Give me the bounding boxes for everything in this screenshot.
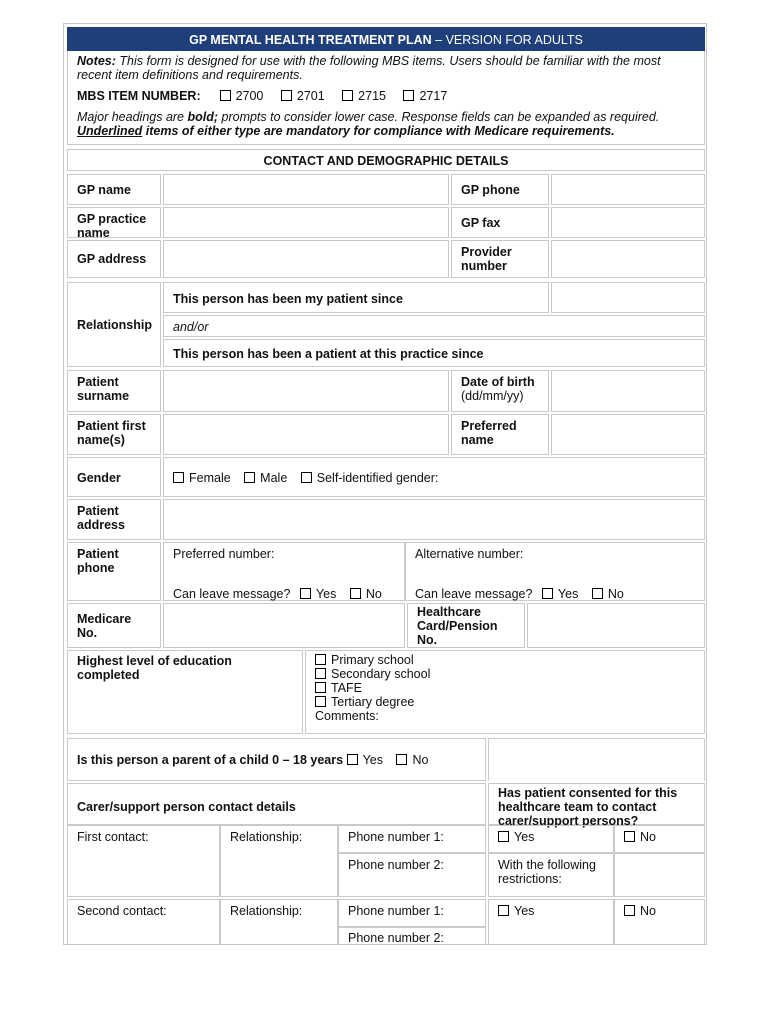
gp-name-label: GP name [67,174,161,205]
notes-text: This form is designed for use with the following MBS items. Users should be familiar with the most [115,54,661,68]
preferred-message-yes[interactable]: Yes [300,587,336,601]
notes-line-1 [77,54,661,68]
parent-question [67,738,486,781]
checkbox-icon[interactable] [315,654,326,665]
gp-phone-label: GP phone [451,174,549,205]
second-contact-cell[interactable] [67,899,220,944]
education-comments-label: Comments: [315,709,379,723]
first-contact-cell[interactable] [67,825,220,897]
checkbox-icon[interactable] [624,831,635,842]
preferred-number-label: Preferred number: [173,547,275,561]
practice-since-label: This person has been a patient at this practice since [163,339,705,367]
checkbox-icon[interactable] [315,668,326,679]
patient-first-name-field[interactable] [163,414,449,455]
education-option-tafe[interactable]: TAFE [315,681,695,695]
notes-line-2: recent item definitions and requirements. [77,68,303,82]
dob-field[interactable] [551,370,705,412]
gp-address-field[interactable] [163,240,449,278]
mbs-option-2701[interactable]: 2701 [281,89,325,103]
form-subtitle: – VERSION FOR ADULTS [431,33,583,47]
education-label: Highest level of education completed [67,650,303,734]
checkbox-icon[interactable] [315,696,326,707]
second-contact-label: Second contact: [77,904,167,918]
preferred-name-label: Preferred name [451,414,549,455]
alternative-leave-message: Can leave message? Yes No [415,587,624,601]
education-option-primary[interactable]: Primary school [315,653,695,667]
healthcare-card-label: Healthcare Card/Pension No. [407,603,525,648]
checkbox-icon[interactable] [542,588,553,599]
education-option-tertiary[interactable]: Tertiary degree [315,695,695,709]
form-title: GP MENTAL HEALTH TREATMENT PLAN [189,33,432,47]
education-option-secondary[interactable]: Secondary school [315,667,695,681]
gp-practice-label: GP practice name [67,207,161,238]
preferred-message-no[interactable]: No [350,587,382,601]
first-phone1-cell[interactable] [338,825,486,853]
checkbox-icon[interactable] [498,831,509,842]
checkbox-icon[interactable] [624,905,635,916]
checkbox-icon[interactable] [220,90,231,101]
checkbox-icon[interactable] [396,754,407,765]
patient-since-label: This person has been my patient since [163,282,549,313]
gender-label: Gender [67,457,161,497]
mbs-option-2717[interactable]: 2717 [403,89,447,103]
mbs-item-row [77,89,457,103]
form-title-bar [67,27,705,51]
first-phone1-label: Phone number 1: [348,830,444,844]
consent-question: Has patient consented for this healthcare team to contact carer/support persons? [488,783,705,825]
checkbox-icon[interactable] [347,754,358,765]
medicare-label: Medicare No. [67,603,161,648]
first-restrictions-field[interactable] [614,853,705,897]
parent-question-spacer [488,738,705,781]
checkbox-icon[interactable] [173,472,184,483]
healthcare-card-field[interactable] [527,603,705,648]
carer-details-label: Carer/support person contact details [67,783,486,825]
parent-question-text: Is this person a parent of a child 0 – 18 years [77,753,344,767]
provider-number-label: Provider number [451,240,549,278]
first-phone2-cell[interactable] [338,853,486,897]
notes-label: Notes: [77,54,116,68]
patient-address-field[interactable] [163,499,705,540]
preferred-name-field[interactable] [551,414,705,455]
provider-number-field[interactable] [551,240,705,278]
patient-surname-field[interactable] [163,370,449,412]
first-relationship-cell[interactable] [220,825,338,897]
gp-name-field[interactable] [163,174,449,205]
section-title: CONTACT AND DEMOGRAPHIC DETAILS [67,149,705,171]
notes-block [67,51,705,145]
checkbox-icon[interactable] [315,682,326,693]
first-relationship-label: Relationship: [230,830,303,844]
alternative-message-no[interactable]: No [592,587,624,601]
mbs-option-2700[interactable]: 2700 [220,89,264,103]
alternative-number-cell[interactable] [405,542,705,601]
parent-yes[interactable]: Yes [347,753,383,767]
patient-address-label: Patient address [67,499,161,540]
dob-label: Date of birth (dd/mm/yy) [451,370,549,412]
checkbox-icon[interactable] [300,588,311,599]
education-options [305,650,705,734]
preferred-leave-message: Can leave message? Yes No [173,587,382,601]
second-relationship-cell[interactable] [220,899,338,944]
second-phone1-cell[interactable] [338,899,486,927]
second-relationship-label: Relationship: [230,904,303,918]
gp-practice-field[interactable] [163,207,449,238]
second-consent-no[interactable]: No [614,899,705,944]
gp-address-label: GP address [67,240,161,278]
second-phone1-label: Phone number 1: [348,904,444,918]
gender-option-male[interactable]: Male [244,471,287,485]
relationship-label: Relationship [67,282,161,367]
checkbox-icon[interactable] [244,472,255,483]
gp-phone-field[interactable] [551,174,705,205]
first-contact-label: First contact: [77,830,149,844]
checkbox-icon[interactable] [350,588,361,599]
first-phone2-label: Phone number 2: [348,858,444,872]
first-consent-yes[interactable]: Yes [488,825,614,853]
gender-option-female[interactable]: Female [173,471,231,485]
mbs-option-2715[interactable]: 2715 [342,89,386,103]
preferred-number-cell[interactable] [163,542,405,601]
patient-first-name-label: Patient first name(s) [67,414,161,455]
patient-since-field[interactable] [551,282,705,313]
patient-surname-label: Patient surname [67,370,161,412]
first-restrictions-cell[interactable]: With the following restrictions: [488,853,614,897]
second-phone2-cell[interactable] [338,927,486,944]
gender-options [163,457,705,497]
and-or-text: and/or [163,315,705,337]
first-consent-no[interactable]: No [614,825,705,853]
checkbox-icon[interactable] [342,90,353,101]
checkbox-icon[interactable] [592,588,603,599]
mandatory-note: Underlined items of either type are mandatory for compliance with Medicare requirements. [77,124,615,138]
checkbox-icon[interactable] [281,90,292,101]
gender-option-self-identified[interactable]: Self-identified gender: [301,471,439,485]
alternative-number-label: Alternative number: [415,547,524,561]
gp-fax-label: GP fax [451,207,549,238]
parent-no[interactable]: No [396,753,428,767]
medicare-field[interactable] [163,603,405,648]
second-consent-yes[interactable]: Yes [488,899,614,944]
mental-health-plan-form [63,23,707,945]
checkbox-icon[interactable] [403,90,414,101]
checkbox-icon[interactable] [301,472,312,483]
checkbox-icon[interactable] [498,905,509,916]
patient-phone-label: Patient phone [67,542,161,601]
gp-fax-field[interactable] [551,207,705,238]
alternative-message-yes[interactable]: Yes [542,587,578,601]
second-phone2-label: Phone number 2: [348,931,444,945]
mbs-label: MBS ITEM NUMBER: [77,89,201,103]
headings-note: Major headings are bold; prompts to consider lower case. Response fields can be expanded as required. [77,110,660,124]
